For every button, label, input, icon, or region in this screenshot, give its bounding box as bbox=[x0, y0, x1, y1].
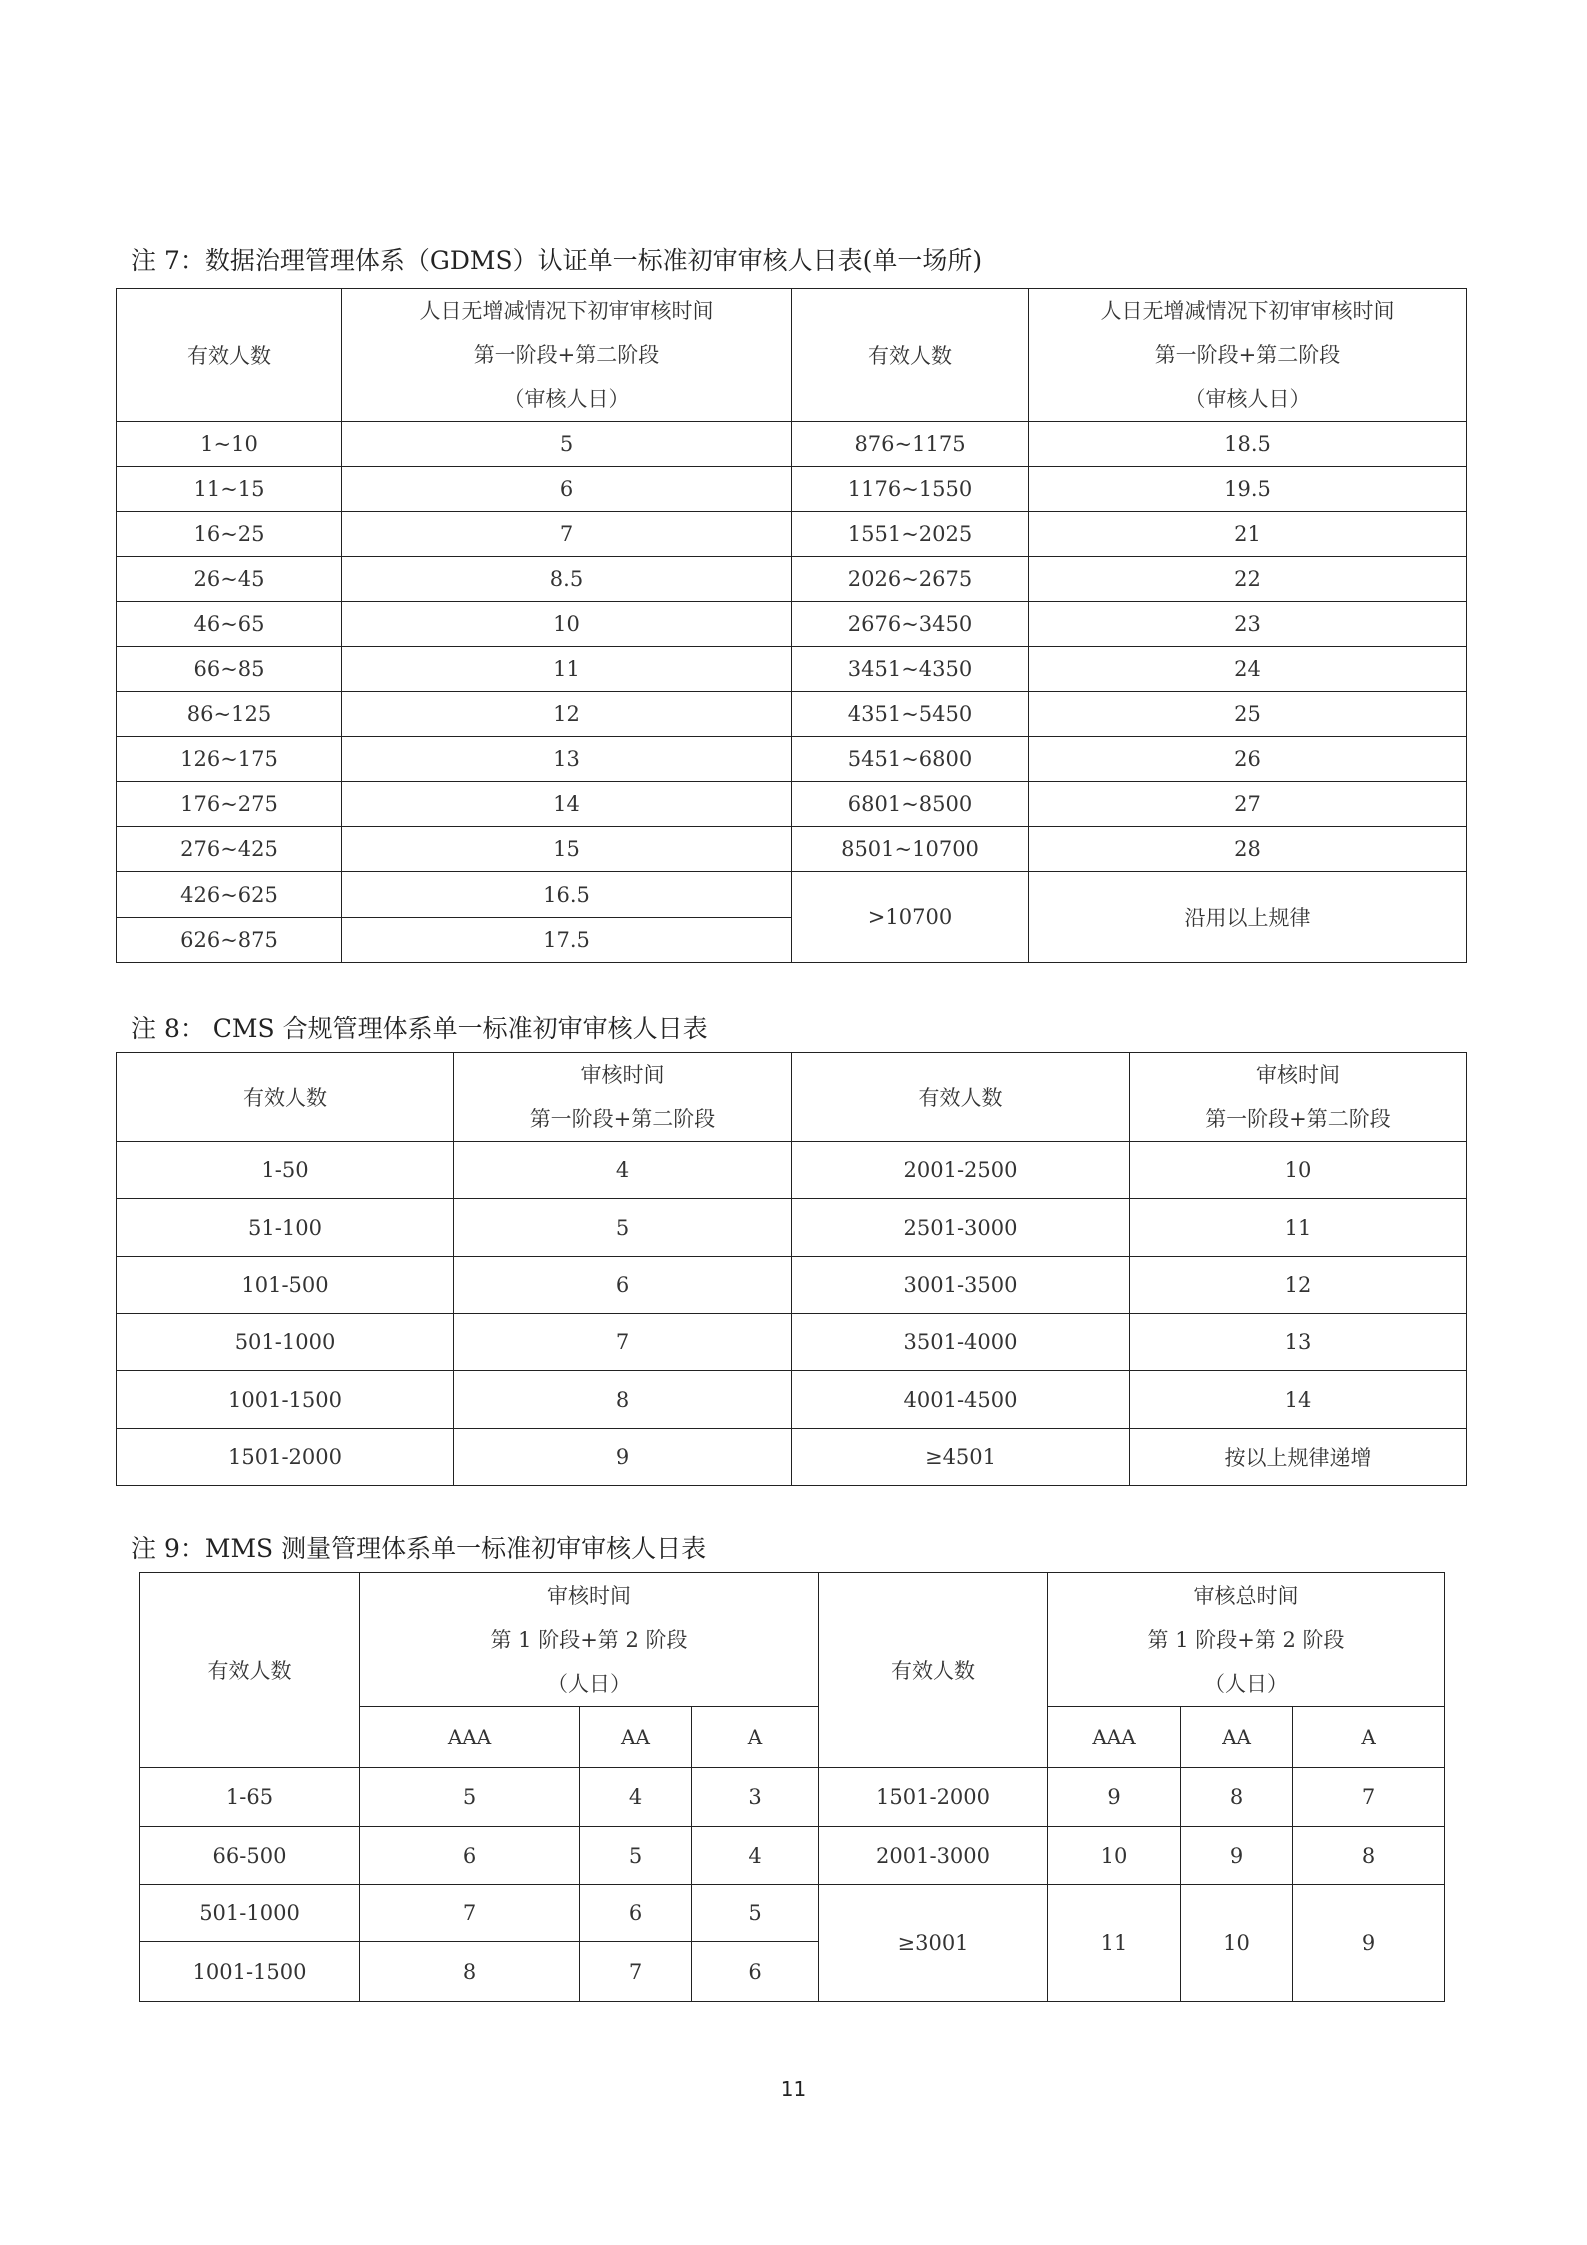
note7-header-row bbox=[117, 289, 1467, 422]
grade-aa: AA bbox=[1181, 1707, 1293, 1768]
table-row: 1001-1500 8 7 6 bbox=[140, 1942, 1445, 2002]
table-row: 626~875 17.5 bbox=[117, 918, 1467, 963]
header-count-right: 有效人数 bbox=[792, 1053, 1130, 1142]
header-time-left: 人日无增减情况下初审审核时间 第一阶段+第二阶段 （审核人日） bbox=[342, 289, 792, 422]
table-row: 16~25 7 1551~2025 21 bbox=[117, 512, 1467, 557]
table-row: 1-65 5 4 3 1501-2000 9 8 7 bbox=[140, 1768, 1445, 1827]
grade-aaa: AAA bbox=[360, 1707, 580, 1768]
table-row: 1~10 5 876~1175 18.5 bbox=[117, 422, 1467, 467]
table-row: 176~275 14 6801~8500 27 bbox=[117, 782, 1467, 827]
table-row: 126~175 13 5451~6800 26 bbox=[117, 737, 1467, 782]
grade-aaa: AAA bbox=[1048, 1707, 1181, 1768]
header-count-left: 有效人数 bbox=[117, 289, 342, 422]
table-row: 11~15 6 1176~1550 19.5 bbox=[117, 467, 1467, 512]
table-row: 1001-1500 8 4001-4500 14 bbox=[117, 1371, 1467, 1429]
header-time-left: 审核时间 第一阶段+第二阶段 bbox=[454, 1053, 792, 1142]
header-count-left: 有效人数 bbox=[117, 1053, 454, 1142]
merged-count-cell: ≥3001 bbox=[819, 1885, 1048, 2002]
header-time-right: 人日无增减情况下初审审核时间 第一阶段+第二阶段 （审核人日） bbox=[1029, 289, 1467, 422]
table-row: 86~125 12 4351~5450 25 bbox=[117, 692, 1467, 737]
header-time-right: 审核时间 第一阶段+第二阶段 bbox=[1130, 1053, 1467, 1142]
page-number: 11 bbox=[780, 2077, 807, 2101]
note9-header-row bbox=[140, 1573, 1445, 1707]
table-row: 501-1000 7 3501-4000 13 bbox=[117, 1314, 1467, 1371]
note8-title: 注 8： CMS 合规管理体系单一标准初审审核人日表 bbox=[131, 1014, 708, 1043]
note7-title: 注 7：数据治理管理体系（GDMS）认证单一标准初审审核人日表(单一场所) bbox=[131, 246, 983, 275]
table-row: 426~625 16.5 >10700 沿用以上规律 bbox=[117, 872, 1467, 918]
note9-table bbox=[139, 1572, 1445, 2002]
table-row: 501-1000 7 6 5 ≥3001 11 10 9 bbox=[140, 1885, 1445, 1942]
header-count-right: 有效人数 bbox=[819, 1573, 1048, 1768]
table-row: 66-500 6 5 4 2001-3000 10 9 8 bbox=[140, 1827, 1445, 1885]
table-row: 1-50 4 2001-2500 10 bbox=[117, 1142, 1467, 1199]
table-row: 101-500 6 3001-3500 12 bbox=[117, 1257, 1467, 1314]
grade-aa: AA bbox=[580, 1707, 692, 1768]
table-row: 46~65 10 2676~3450 23 bbox=[117, 602, 1467, 647]
header-time-right: 审核总时间 第 1 阶段+第 2 阶段 （人日） bbox=[1048, 1573, 1445, 1707]
table-row: 26~45 8.5 2026~2675 22 bbox=[117, 557, 1467, 602]
note8-header-row bbox=[117, 1053, 1467, 1142]
note9-title: 注 9：MMS 测量管理体系单一标准初审审核人日表 bbox=[131, 1534, 707, 1563]
grade-a: A bbox=[1293, 1707, 1445, 1768]
table-row: 1501-2000 9 ≥4501 按以上规律递增 bbox=[117, 1429, 1467, 1486]
grade-a: A bbox=[692, 1707, 819, 1768]
header-time-left: 审核时间 第 1 阶段+第 2 阶段 （人日） bbox=[360, 1573, 819, 1707]
header-count-left: 有效人数 bbox=[140, 1573, 360, 1768]
table-row: 51-100 5 2501-3000 11 bbox=[117, 1199, 1467, 1257]
header-count-right: 有效人数 bbox=[792, 289, 1029, 422]
merged-count-cell: >10700 bbox=[792, 872, 1029, 963]
merged-rule-cell: 沿用以上规律 bbox=[1029, 872, 1467, 963]
table-row: 66~85 11 3451~4350 24 bbox=[117, 647, 1467, 692]
note7-table bbox=[116, 288, 1467, 963]
table-row: 276~425 15 8501~10700 28 bbox=[117, 827, 1467, 872]
note8-table bbox=[116, 1052, 1467, 1486]
